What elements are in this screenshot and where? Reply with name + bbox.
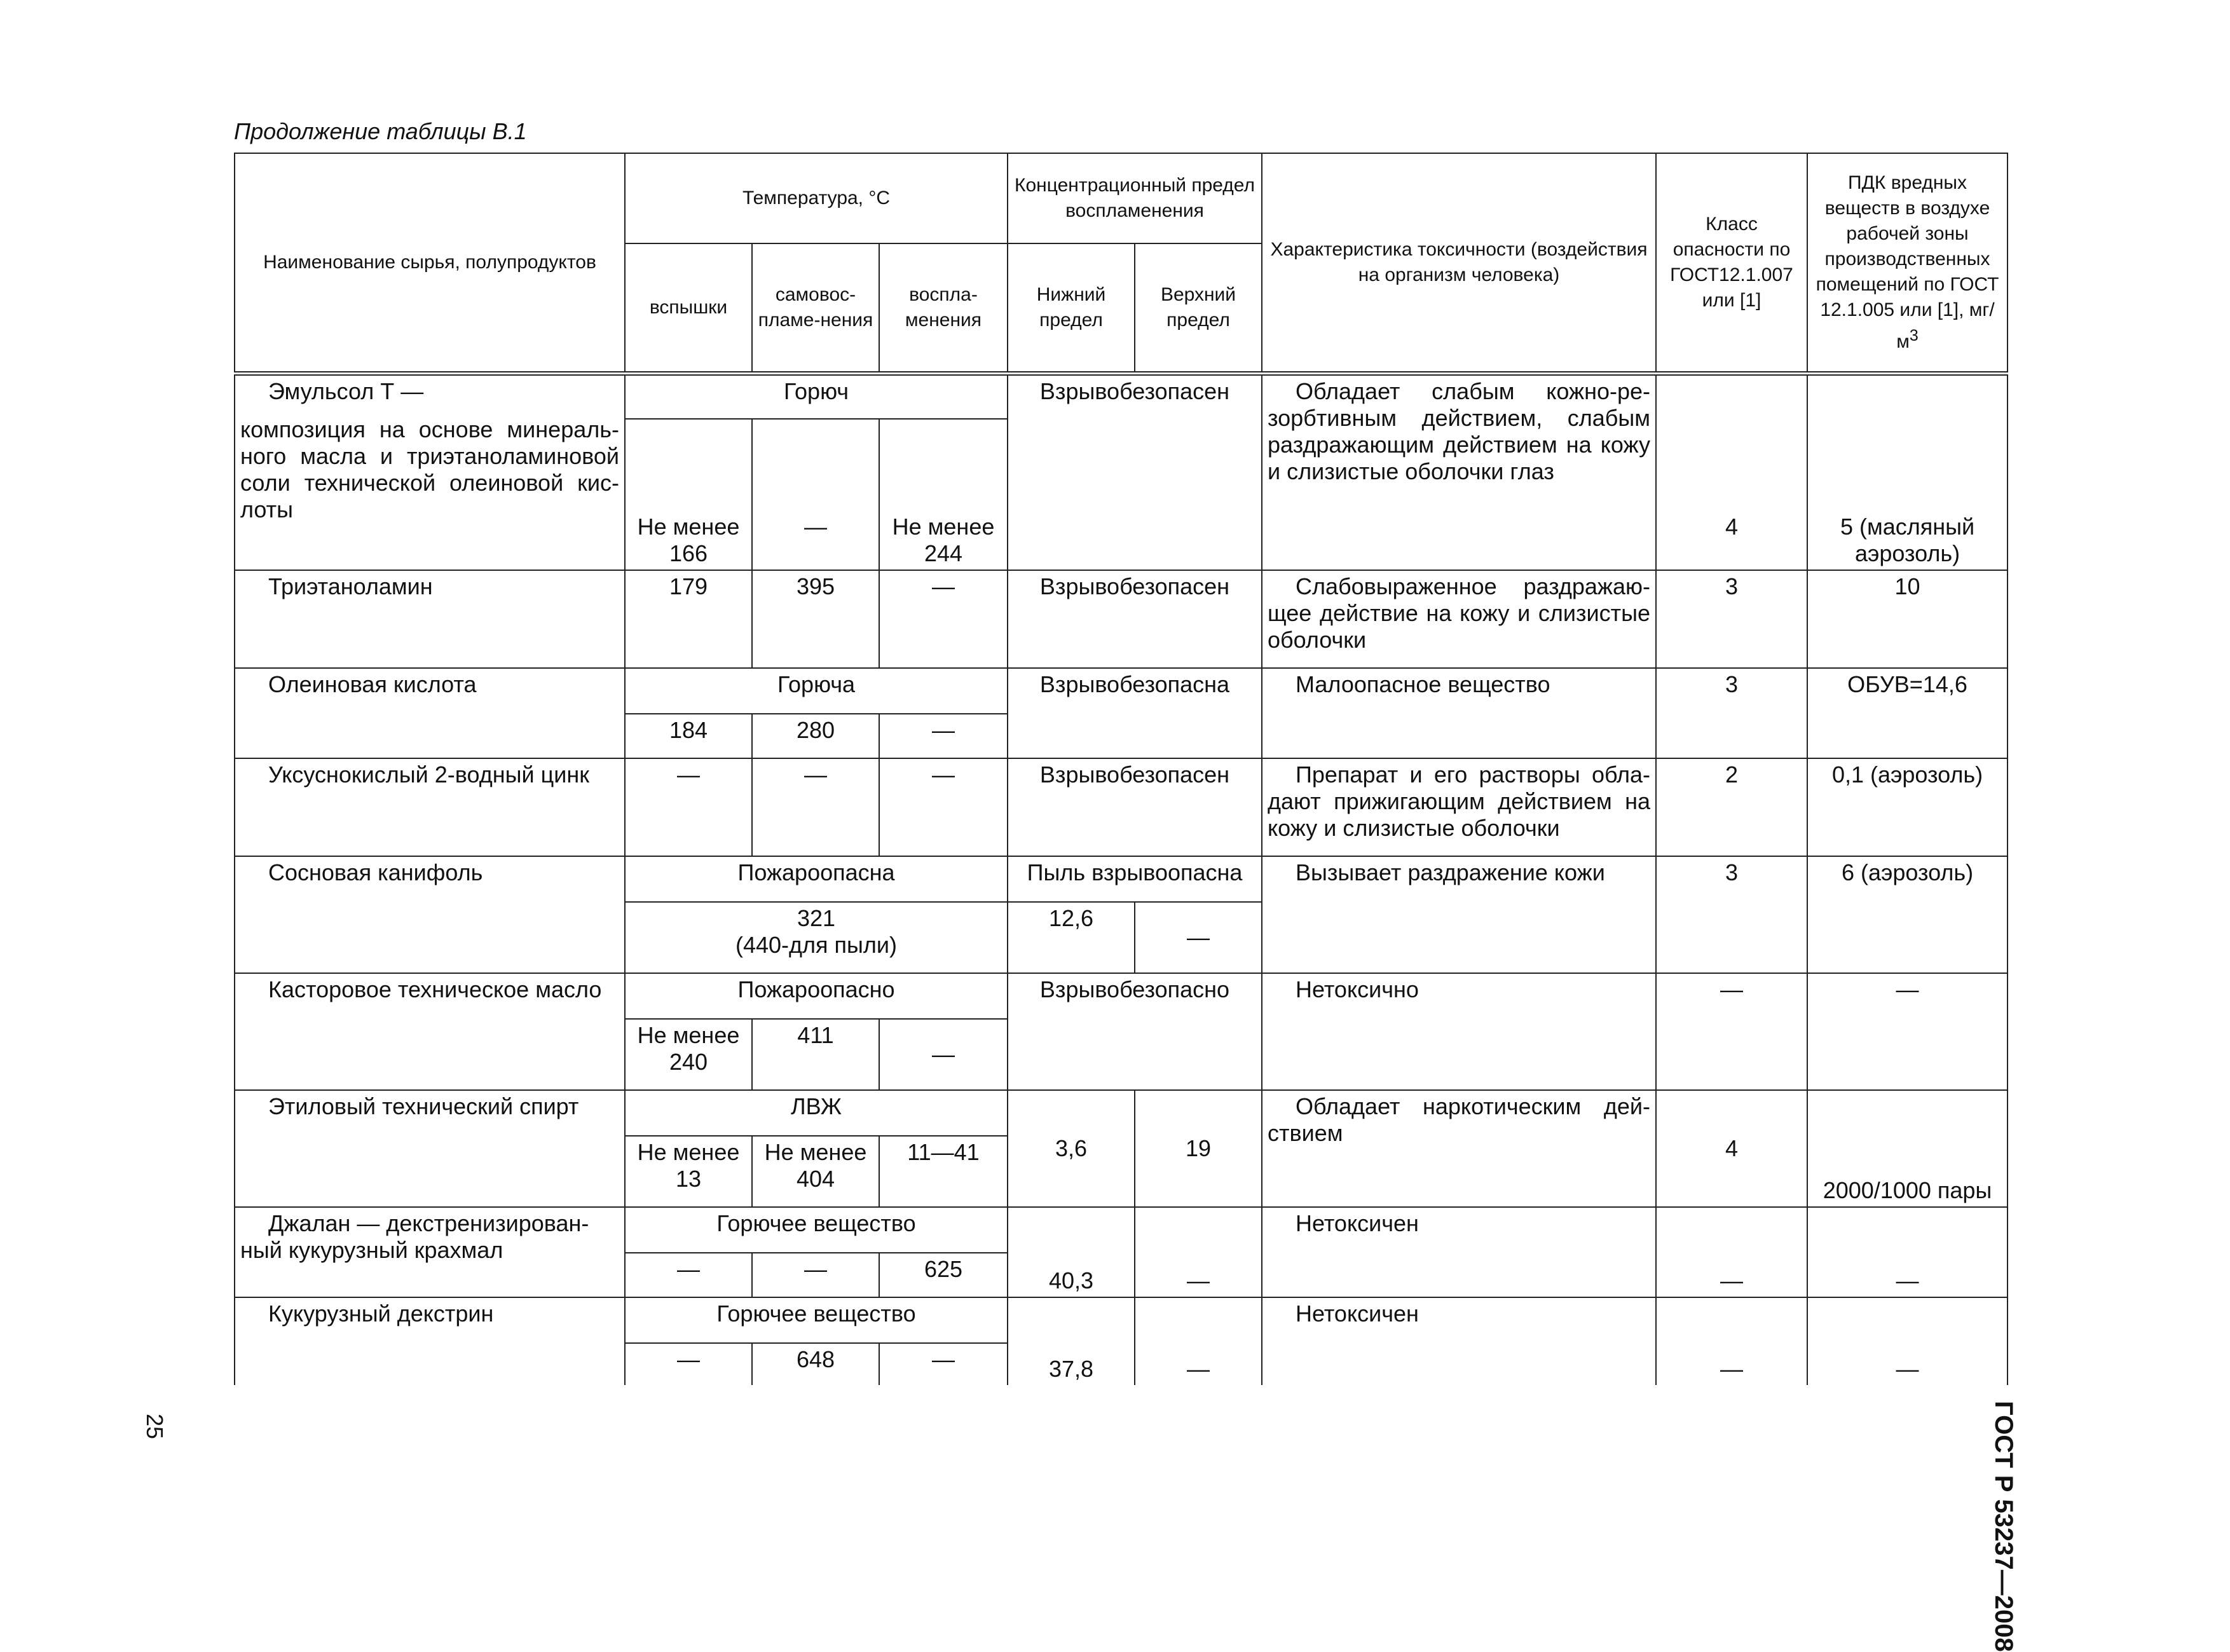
row-dextrin-ignition: — [879,1343,1008,1385]
row-rosin-temperature [625,902,1008,973]
row-emulsol-flash: Не менее 166 [625,419,752,570]
row-triethanolamine-flash: 179 [625,570,752,668]
header-flash: вспышки [625,243,752,373]
row-castor-flash: Не менее 240 [625,1019,752,1090]
row-castor-pdk: — [1807,973,2008,1090]
header-concentration-limit: Концентрационный предел воспламенения [1008,153,1262,243]
row-oleic-name: Олеиновая кислота [235,668,625,758]
header-pdk-text: ПДК вредных веществ в воздухе рабочей зоны производственных помещений по ГОСТ 12.1.005 или [1], мг/м [1816,172,1999,352]
row-jalan-ignition: 625 [879,1253,1008,1297]
header-pdk [1807,153,2008,373]
row-ethanol-name: Этиловый технический спирт [235,1090,625,1207]
row-jalan-pdk: — [1807,1207,2008,1297]
header-selfignition: самовос-пламе-нения [752,243,879,373]
table-row [235,373,2008,419]
row-oleic-flash: 184 [625,714,752,758]
row-dextrin-flammability: Горючее вещество [625,1297,1008,1343]
table-row [235,570,2008,668]
row-dextrin-flash: — [625,1343,752,1385]
header-temperature: Температура, °C [625,153,1008,243]
row-emulsol-title: Эмульсол Т — [268,378,424,404]
header-pdk-sup: 3 [1909,326,1919,345]
row-castor-flammability: Пожароопасно [625,973,1008,1019]
row-zinc-concentration: Взрывобезопасен [1008,758,1262,856]
row-rosin-toxicity: Вызывает раздражение кожи [1262,856,1656,973]
row-castor-ignition: — [879,1019,1008,1090]
row-dextrin-class: — [1656,1297,1807,1385]
row-zinc-pdk: 0,1 (аэрозоль) [1807,758,2008,856]
row-emulsol-concentration: Взрывобезопасен [1008,373,1262,570]
row-oleic-class: 3 [1656,668,1807,758]
header-name: Наименование сырья, полупродуктов [235,153,625,373]
row-castor-class: — [1656,973,1807,1090]
row-emulsol-desc: композиция на основе минераль-ного масла и триэтаноламиновой соли технической олеиновой кис-лоты [240,416,619,522]
header-lower: Нижний предел [1008,243,1135,373]
row-oleic-selfignition: 280 [752,714,879,758]
row-rosin-temp-value: 321 [797,905,836,931]
row-oleic-toxicity: Малоопасное вещество [1262,668,1656,758]
row-emulsol-class: 4 [1656,373,1807,570]
row-castor-selfignition: 411 [752,1019,879,1090]
row-dextrin-toxicity: Нетоксичен [1262,1297,1656,1385]
document-side-title: ГОСТ Р 53237—2008 [1990,1401,2018,1652]
row-jalan-toxicity: Нетоксичен [1262,1207,1656,1297]
row-rosin-flammability: Пожароопасна [625,856,1008,902]
row-triethanolamine-ignition: — [879,570,1008,668]
row-rosin-name: Сосновая канифоль [235,856,625,973]
table-row [235,1207,2008,1253]
row-jalan-flash: — [625,1253,752,1297]
row-emulsol-toxicity: Обладает слабым кожно-ре-зорбтивным действием, слабым раздражающим действием на кожу и слизистые оболочки глаз [1262,373,1656,570]
row-zinc-toxicity: Препарат и его растворы обла-дают прижигающим действием на кожу и слизистые оболочки [1262,758,1656,856]
row-oleic-flammability: Горюча [625,668,1008,714]
row-zinc-name: Уксуснокислый 2-водный цинк [235,758,625,856]
row-rosin-temp-note: (440-для пыли) [735,932,898,958]
page-number: 25 [142,1414,168,1440]
row-rosin-pdk: 6 (аэрозоль) [1807,856,2008,973]
table-caption: Продолжение таблицы В.1 [234,118,527,144]
row-triethanolamine-pdk: 10 [1807,570,2008,668]
row-dextrin-lower: 37,8 [1008,1297,1135,1385]
row-triethanolamine-class: 3 [1656,570,1807,668]
row-ethanol-lower: 3,6 [1008,1090,1135,1207]
row-oleic-concentration: Взрывобезопасна [1008,668,1262,758]
table-row [235,1297,2008,1343]
row-castor-concentration: Взрывобезопасно [1008,973,1262,1090]
row-ethanol-flash: Не менее 13 [625,1136,752,1207]
row-dextrin-selfignition: 648 [752,1343,879,1385]
row-triethanolamine-concentration: Взрывобезопасен [1008,570,1262,668]
row-emulsol-ignition: Не менее 244 [879,419,1008,570]
table-row [235,973,2008,1019]
row-dextrin-pdk: — [1807,1297,2008,1385]
row-emulsol-flammability: Горюч [625,373,1008,419]
header-ignition: воспла-менения [879,243,1008,373]
row-ethanol-class: 4 [1656,1090,1807,1207]
table-row [235,668,2008,714]
row-oleic-ignition: — [879,714,1008,758]
row-rosin-class: 3 [1656,856,1807,973]
row-rosin-lower: 12,6 [1008,902,1135,973]
row-triethanolamine-toxicity: Слабовыраженное раздражаю-щее действие на кожу и слизистые оболочки [1262,570,1656,668]
row-ethanol-selfignition: Не менее 404 [752,1136,879,1207]
row-jalan-lower: 40,3 [1008,1207,1135,1297]
row-jalan-flammability: Горючее вещество [625,1207,1008,1253]
row-oleic-pdk: ОБУВ=14,6 [1807,668,2008,758]
row-dextrin-upper: — [1135,1297,1262,1385]
row-zinc-flash: — [625,758,752,856]
row-dextrin-name: Кукурузный декстрин [235,1297,625,1385]
row-jalan-name: Джалан — декстренизирован-ный кукурузный крахмал [235,1207,625,1297]
header-hazard-class: Класс опасности по ГОСТ12.1.007 или [1] [1656,153,1807,373]
row-zinc-class: 2 [1656,758,1807,856]
row-ethanol-upper: 19 [1135,1090,1262,1207]
row-ethanol-pdk: 2000/1000 пары [1807,1090,2008,1207]
row-zinc-ignition: — [879,758,1008,856]
row-rosin-concentration-head: Пыль взрывоопасна [1008,856,1262,902]
row-emulsol-selfignition: — [752,419,879,570]
row-ethanol-flammability: ЛВЖ [625,1090,1008,1136]
row-jalan-upper: — [1135,1207,1262,1297]
row-castor-toxicity: Нетоксично [1262,973,1656,1090]
table-row [235,758,2008,856]
table-row [235,1090,2008,1136]
row-emulsol-pdk: 5 (масляный аэрозоль) [1807,373,2008,570]
header-toxicity: Характеристика токсичности (воздействия на организм человека) [1262,153,1656,373]
row-zinc-selfignition: — [752,758,879,856]
row-ethanol-toxicity: Обладает наркотическим дей-ствием [1262,1090,1656,1207]
row-castor-name: Касторовое техническое масло [235,973,625,1090]
table-row [235,856,2008,902]
row-emulsol-name [235,373,625,570]
row-jalan-selfignition: — [752,1253,879,1297]
row-rosin-upper: — [1135,902,1262,973]
row-ethanol-ignition: 11—41 [879,1136,1008,1207]
row-triethanolamine-name: Триэтаноламин [235,570,625,668]
row-triethanolamine-selfignition: 395 [752,570,879,668]
row-jalan-class: — [1656,1207,1807,1297]
header-upper: Верхний предел [1135,243,1262,373]
materials-table [234,153,2008,1385]
